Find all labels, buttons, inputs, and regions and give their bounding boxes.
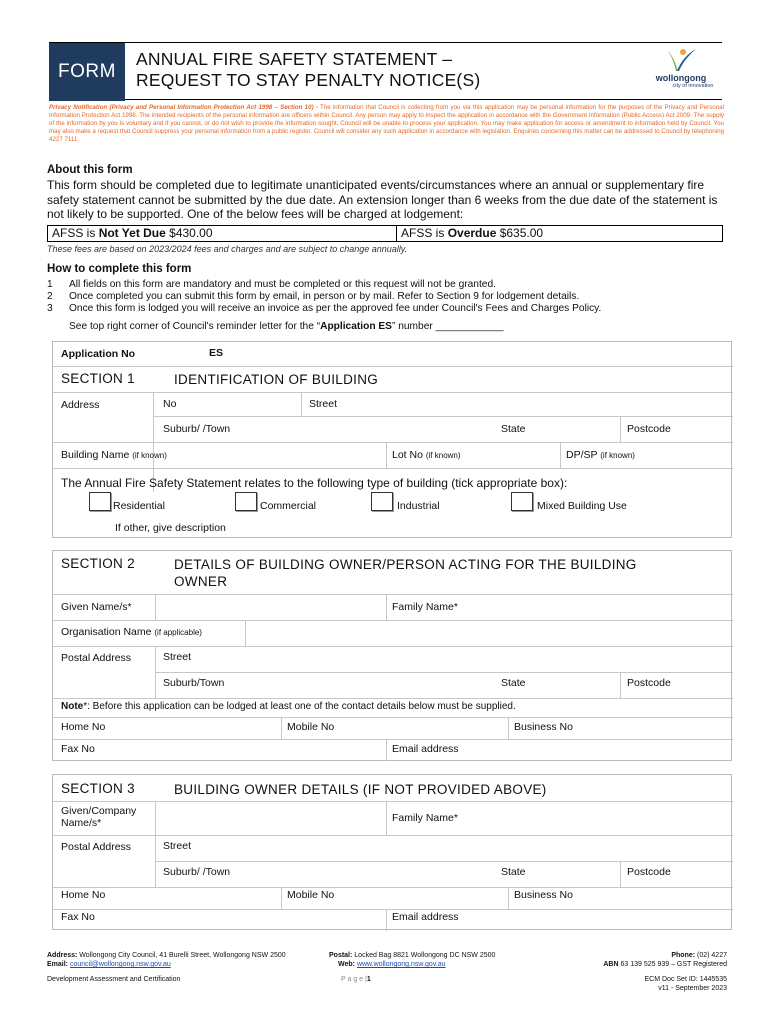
given-company-input[interactable] [157,803,385,833]
fax-no-field[interactable]: Fax No [61,743,95,755]
divider [155,801,156,835]
organisation-label: Organisation Name (if applicable) [61,626,202,638]
privacy-notice [49,104,724,144]
divider [155,672,733,673]
divider [153,416,733,417]
form-title [136,49,480,91]
divider [155,861,733,862]
divider [301,392,302,416]
fee-note: These fees are based on 2023/2024 fees and charges and are subject to change annually. [47,244,408,254]
contact-note: Note*: Before this application can be lodged at least one of the contact details below must be supplied. [61,701,516,712]
owner-home-no-field[interactable]: Home No [61,889,106,901]
industrial-label: Industrial [397,500,440,512]
divider [281,887,282,909]
divider [560,442,561,468]
family-name-field[interactable]: Family Name* [392,601,458,613]
section-2-number: SECTION 2 [61,556,135,571]
divider [53,887,733,888]
list-item: 3 Once this form is lodged you will receive an invoice as per the approved fee under Council's Fees and Charges Policy. [47,303,602,314]
postal-postcode-field[interactable]: Postcode [627,677,671,689]
mobile-no-field[interactable]: Mobile No [287,721,335,733]
building-name-field[interactable]: Building Name (if known) [61,449,167,461]
form-badge: FORM [49,43,125,101]
footer-email-link[interactable]: council@wollongong.nsw.gov.au [69,961,171,968]
suburb-field[interactable]: Suburb/ /Town [163,423,231,435]
residential-label: Residential [113,500,165,512]
privacy-lead: Privacy Notification (Privacy and Personal Information Protection Act 1998 – Section 10) - [49,104,318,111]
section-3 [52,774,732,930]
address-street-field[interactable]: Street [309,398,338,410]
application-no-prefix: ES [209,347,224,359]
divider [245,620,246,646]
divider [508,717,509,739]
state-field[interactable]: State [501,423,526,435]
application-no-input[interactable] [229,344,719,362]
commercial-label: Commercial [260,500,317,512]
owner-suburb-field[interactable]: Suburb/ /Town [163,866,231,878]
owner-fax-no-field[interactable]: Fax No [61,911,95,923]
commercial-checkbox[interactable] [235,492,257,511]
given-name-input[interactable] [157,596,385,618]
organisation-input[interactable] [247,622,727,644]
given-name-label: Given Name/s* [61,601,132,613]
application-no-label: Application No [61,348,136,360]
lot-no-field[interactable]: Lot No (if known) [392,449,461,461]
about-text: This form should be completed due to legitimate unanticipated events/circumstances where an annual or supplementary fire safety statement cannot be submitted by the due date. An extension longer than 6 weeks from the due date of the statement is not likely to be supported. One of the below fees will be charged at lodgement: [47,178,718,221]
logo-wordmark: wollongong [655,73,707,83]
industrial-checkbox[interactable] [371,492,393,511]
how-heading: How to complete this form [47,263,192,275]
address-no-field[interactable]: No [163,398,177,410]
divider [53,620,733,621]
fee-table [47,225,723,242]
section-2 [52,550,732,761]
owner-street-field[interactable]: Street [163,840,192,852]
footer-department: Development Assessment and Certification [47,976,181,983]
divider [386,909,387,931]
logo-tagline: city of innovation [672,83,714,89]
page-number: P a g e |1 [341,976,371,983]
postal-state-field[interactable]: State [501,677,526,689]
section-1 [52,341,732,538]
mixed-use-label: Mixed Building Use [537,500,627,512]
divider [386,594,387,620]
address-label: Address [61,399,100,411]
divider [620,672,621,698]
privacy-body: The information that Council is collecting from you via this application may be personal information for the purposes of the Privacy and Personal Information Protection Act 1998. The intended recipients of the personal information are officers within Council. Any person may apply to inspect the application in accordance with the Government Information (Public Access) Act 2009. The supply of the information by you is voluntary and if you cannot, or do not wish to provide the information sought, Council will be unable to process your application. You may make application for access or amendment to information held by Council. You may also make a request that Council suppress your personal information from a public register. Council will consider any such application in accordance with legislation. Enquiries concerning this matter can be addressed to Council by telephoning 4227 7111. [49,104,724,144]
divider [281,717,282,739]
owner-mobile-no-field[interactable]: Mobile No [287,889,335,901]
footer-doc-info: ECM Doc Set ID: 1445535 v11 - September 2023 [644,976,727,992]
application-es-instruction: See top right corner of Council's reminder letter for the “Application ES” number ____________ [69,321,504,332]
list-item: 1 All fields on this form are mandatory and must be completed or this request will not be granted. [47,279,496,290]
given-company-label: Given/Company Name/s* [61,805,137,829]
list-item: 2 Once completed you can submit this form by email, in person or by mail. Refer to Section 9 for lodgement details. [47,291,580,302]
section-2-title: DETAILS OF BUILDING OWNER/PERSON ACTING FOR THE BUILDING OWNER [174,557,637,589]
divider [53,739,733,740]
residential-checkbox[interactable] [89,492,111,511]
divider [155,594,156,620]
footer-contact-block: Phone: (02) 4227 ABN 63 139 525 939 – GST Registered [603,952,727,968]
owner-family-name-field[interactable]: Family Name* [392,812,458,824]
fee-not-yet-due: AFSS is Not Yet Due $430.00 [48,226,397,241]
business-no-field[interactable]: Business No [514,721,573,733]
owner-postcode-field[interactable]: Postcode [627,866,671,878]
divider [53,698,733,699]
postal-address-label: Postal Address [61,652,132,664]
form-title-line1: ANNUAL FIRE SAFETY STATEMENT – [136,49,453,69]
council-logo-mark-icon [663,47,699,73]
owner-email-field[interactable]: Email address [392,911,459,923]
divider [386,801,387,835]
divider [53,717,733,718]
dp-sp-field[interactable]: DP/SP (if known) [566,449,635,461]
footer-postal-block: Postal: Locked Bag 8821 Wollongong DC NSW 2500 Web: www.wollongong.nsw.gov.au [329,952,496,968]
divider [53,442,733,443]
divider [508,887,509,909]
divider [620,861,621,887]
council-logo [646,47,716,97]
owner-business-no-field[interactable]: Business No [514,889,573,901]
form-title-line2: REQUEST TO STAY PENALTY NOTICE(S) [136,70,481,90]
how-list [47,279,727,315]
about-heading: About this form [47,164,133,176]
fee-overdue: AFSS is Overdue $635.00 [401,226,544,240]
owner-state-field[interactable]: State [501,866,526,878]
footer-address-block: Address: Wollongong City Council, 41 Burelli Street, Wollongong NSW 2500 Email: council@wollongong.nsw.gov.au [47,952,286,968]
footer-web-link[interactable]: www.wollongong.nsw.gov.au [356,961,446,968]
section-1-number: SECTION 1 [61,371,135,386]
building-type-instruction: The Annual Fire Safety Statement relates to the following type of building (tick appropriate box): [61,476,568,490]
divider [620,416,621,442]
home-no-field[interactable]: Home No [61,721,106,733]
divider [53,392,733,393]
other-description-field[interactable]: If other, give description [115,522,226,534]
divider [53,909,733,910]
section-3-title: BUILDING OWNER DETAILS (IF NOT PROVIDED ABOVE) [174,782,547,797]
section-3-number: SECTION 3 [61,781,135,796]
email-address-field[interactable]: Email address [392,743,459,755]
postcode-field[interactable]: Postcode [627,423,671,435]
section-1-title: IDENTIFICATION OF BUILDING [174,372,379,387]
divider [386,739,387,761]
divider [386,442,387,468]
divider [53,366,733,367]
mixed-use-checkbox[interactable] [511,492,533,511]
owner-postal-label: Postal Address [61,841,132,853]
postal-street-field[interactable]: Street [163,651,192,663]
divider [53,468,733,469]
postal-suburb-field[interactable]: Suburb/Town [163,677,225,689]
form-header [49,42,722,100]
